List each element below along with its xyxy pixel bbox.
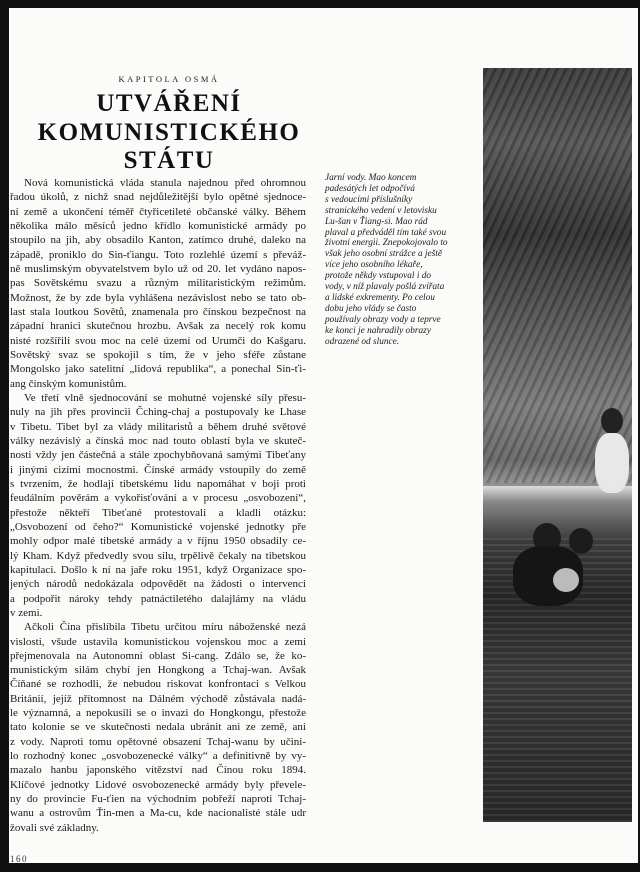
- caption-line: Lu-šan v Ťiang-si. Mao rád: [325, 216, 428, 227]
- text-line: mazalo hanbu japonského vítězství nad Čínou roku 1894.: [10, 764, 306, 777]
- photo-caption: [325, 173, 475, 348]
- text-line: Nová komunistická vláda stanula najednou před ohromnou: [24, 177, 306, 189]
- text-line: last stala loutkou Sovětů, znamenala pro čínskou bezpečnost na: [10, 305, 306, 318]
- text-line: le významná, a nepokusili se o invazi do Hongkongu, přestože: [10, 707, 306, 720]
- caption-line: vody, v níž plavaly pošlá zvířata: [325, 282, 445, 293]
- text-line: války nezávislý a čínská moc nad touto oblastí byla ve skuteč-: [10, 434, 306, 447]
- text-line: západě, proniklo do Sin-ťiangu. Toto rozlehlé území s převáž-: [10, 248, 306, 261]
- text-line: jených národů nedokázala odpovědět na žádosti o intervenci: [10, 578, 306, 591]
- text-line: nisté rozšířili svou moc na celé území od Urumči do Kašgaru.: [10, 334, 306, 347]
- text-line: Možnost, že by zde byla vyhlášena nezávislost nebo se tato ob-: [10, 291, 306, 304]
- text-line: „Osvobození od čeho?“ Komunistické vojenské jednotky pře: [10, 520, 306, 533]
- text-line: ny do provincie Fu-ťien na východním pobřeží naproti Tchaj-: [10, 793, 306, 806]
- text-line: vislosti, všude ustavila komunistickou vojenskou moc a zemi: [10, 635, 306, 648]
- text-line: lý Kham. Když předvedly svou sílu, trpělivě čekaly na tibetskou: [10, 549, 306, 562]
- text-line: řadou úkolů, z nichž snad nejdůležitější bylo opětné sjednoce-: [10, 191, 306, 204]
- title-line: UTVÁŘENÍ: [96, 90, 242, 117]
- caption-line: stranického vedení v letovisku: [325, 205, 437, 216]
- text-line: i jinými cizími mocnostmi. Čínské armády vstoupily do země: [10, 463, 306, 476]
- caption-line: více jeho osobního lékaře,: [325, 260, 423, 271]
- photo-figure: [569, 528, 593, 554]
- text-line: feudálním pověrám a vykořisťování a v procesu „osvobození“,: [10, 492, 306, 505]
- caption-line: protože někdy vstupoval i do: [325, 271, 432, 282]
- text-line: kapitulaci. Došlo k ní na jaře roku 1951, když Organizace spo-: [10, 563, 306, 576]
- text-line: mohly odpor malé tibetské armády a v říjnu 1950 obsadily ce-: [10, 535, 306, 548]
- caption-line: používaly obrazy vody a teprve: [325, 314, 441, 325]
- text-line: žovali své základny.: [10, 821, 99, 834]
- body-text: [10, 176, 306, 835]
- text-line: s tvrzením, že hodlají tibetskému lidu napomáhat v boji proti: [10, 477, 306, 490]
- text-line: z vody. Naproti tomu opětovné obsazení Tchaj-wanu by učini-: [10, 735, 306, 748]
- photo-figure: [595, 433, 629, 493]
- text-line: několika málo měsíců jedno křídlo komunistické armády po: [10, 219, 306, 232]
- text-line: nuly na jih přes provincii Čching-chaj a postupovaly ke Lhase: [10, 406, 306, 419]
- photo-mao-swimming: [483, 68, 632, 822]
- text-line: pas Sovětskému svazu a různým militaristickým režimům.: [10, 277, 306, 290]
- photo-figure: [601, 408, 623, 434]
- text-line: munistickým silám chybí jen Hongkong a Tchaj-wan. Avšak: [10, 664, 306, 677]
- text-line: Číňané se rozhodli, že nebudou riskovat konfrontaci s Velkou: [10, 678, 306, 691]
- caption-line: Jarní vody. Mao koncem: [325, 173, 417, 183]
- text-line: lo rozhodný konec „osvobozenecké války“ a definitivně by vy-: [10, 750, 306, 763]
- caption-line: odrazené od slunce.: [325, 336, 400, 347]
- text-line: Ačkoli Čína přislíbila Tibetu určitou míru náboženské nezá: [24, 621, 306, 634]
- caption-line: však jeho osobní strážce a ještě: [325, 249, 442, 260]
- text-line: ní země a ukončení téměř čtyřicetileté občanské války. Během: [10, 205, 306, 218]
- text-line: wanu a ostrovům Ťin-men a Ma-cu, kde nacionalisté stále udr: [10, 807, 306, 820]
- book-page: [9, 8, 638, 863]
- text-line: přejmenovala na Autonomní oblast Si-cang. Zdálo se, že ko-: [10, 649, 306, 662]
- chapter-title: [9, 90, 329, 176]
- text-line: nosti vždy jen částečná a stále zpochybňovaná samými Tibeťany: [10, 449, 306, 462]
- text-line: a podpořit nároky tehdy patnáctiletého dalajlámy na vládu: [10, 592, 306, 605]
- text-line: Sovětský svaz se spokojil s tím, že v jeho sféře zůstane: [10, 348, 306, 361]
- text-line: ang čínským komunistům.: [10, 377, 127, 390]
- caption-line: dobu jeho vlády se často: [325, 303, 417, 314]
- title-line: KOMUNISTICKÉHO: [37, 118, 301, 146]
- caption-line: s vedoucími příslušníky: [325, 194, 413, 205]
- text-line: ně muslimským obyvatelstvem bylo už od 20. let vydáno napos-: [10, 262, 306, 275]
- caption-line: a lidské exkrementy. Po celou: [325, 292, 435, 303]
- caption-line: plaval a předváděl tím také svou: [325, 227, 447, 238]
- caption-line: životní energii. Znepokojovalo to: [325, 238, 448, 249]
- photo-figure: [553, 568, 579, 592]
- text-line: Ve třetí vlně sjednocování se mohutné vojenské síly přesu-: [24, 391, 306, 404]
- title-line: STÁTU: [123, 147, 215, 174]
- caption-line: padesátých let odpočívá: [325, 183, 415, 194]
- text-line: přestože někteří Tibeťané protestovali a kladli otázku:: [10, 506, 306, 519]
- text-line: tato kolonie se ve skutečnosti nedala ubránit ani ze země, ani: [10, 721, 306, 734]
- text-line: v zemi.: [10, 606, 43, 619]
- text-line: stoupilo na jih, aby obsadilo Kanton, zatímco druhé, daleko na: [10, 234, 306, 247]
- text-line: Mongolsko jako satelitní „lidová republika“, a ponechal Sin-ťi-: [10, 363, 306, 376]
- text-line: západní hranici skutečnou hrozbu. Avšak za necelý rok komu: [10, 320, 306, 333]
- text-line: v Tibetu. Tibet byl za vlády militaristů a během druhé světové: [10, 420, 306, 433]
- page-number: 160: [10, 854, 28, 864]
- caption-line: ke konci je nahradily obrazy: [325, 325, 431, 336]
- chapter-label: KAPITOLA OSMÁ: [118, 74, 220, 84]
- text-line: Klíčové jednotky Lidové osvobozenecké armády byly převele-: [10, 778, 306, 791]
- text-line: Británií, jejíž přítomnost na Dálném východě zůstávala nadá-: [10, 692, 306, 705]
